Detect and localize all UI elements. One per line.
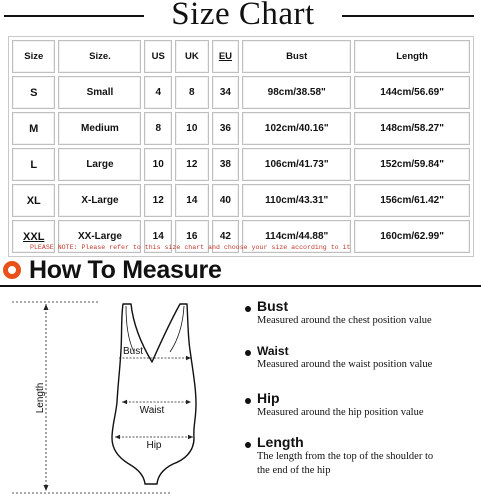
table-cell: 38 <box>212 148 240 181</box>
waist-label: Waist <box>139 405 165 416</box>
measurement-name: Bust <box>257 298 289 314</box>
table-cell: 160cm/62.99" <box>354 220 470 253</box>
how-to-measure-header <box>0 258 481 286</box>
measurement-description: Measured around the chest position value <box>257 315 432 326</box>
section-rule <box>0 285 481 287</box>
column-header-length: Length <box>354 40 470 73</box>
table-cell: 12 <box>144 184 172 217</box>
ring-icon <box>3 261 21 279</box>
measurement-name: Length <box>257 434 304 450</box>
table-cell: 106cm/41.73" <box>242 148 351 181</box>
column-header-us: US <box>144 40 172 73</box>
table-row <box>12 184 470 217</box>
table-cell: 144cm/56.69" <box>354 76 470 109</box>
bodysuit-outline <box>112 304 196 484</box>
table-cell: 8 <box>144 112 172 145</box>
length-label: Length <box>35 382 46 414</box>
table-cell: XX-Large <box>58 220 141 253</box>
hip-label: Hip <box>146 440 162 451</box>
size-note: PLEASE NOTE: Please refer to this size chart and choose your size according to it <box>30 244 351 251</box>
table-cell: 102cm/40.16" <box>242 112 351 145</box>
table-header-row <box>12 40 470 73</box>
column-header-size: Size <box>12 40 55 73</box>
table-row <box>12 148 470 181</box>
bullet-icon <box>245 442 251 448</box>
bullet-icon <box>245 350 251 356</box>
table-cell: 16 <box>175 220 209 253</box>
column-header-bust: Bust <box>242 40 351 73</box>
column-header-eu: EU <box>212 40 240 73</box>
measurement-name: Waist <box>257 344 289 358</box>
table-cell: 10 <box>144 148 172 181</box>
size-table <box>8 36 474 257</box>
table-cell: L <box>12 148 55 181</box>
table-cell: 42 <box>212 220 240 253</box>
page-title: Size Chart <box>171 0 315 32</box>
table-cell: 156cm/61.42" <box>354 184 470 217</box>
measurement-description: Measured around the hip position value <box>257 407 424 418</box>
table-cell: XXL <box>12 220 55 253</box>
bodysuit-diagram <box>0 292 240 500</box>
bust-label: Bust <box>122 346 144 357</box>
table-cell: 8 <box>175 76 209 109</box>
measurement-description: the end of the hip <box>257 465 331 476</box>
table-cell: X-Large <box>58 184 141 217</box>
table-cell: Medium <box>58 112 141 145</box>
table-cell: 152cm/59.84" <box>354 148 470 181</box>
bullet-icon <box>245 398 251 404</box>
table-cell: Large <box>58 148 141 181</box>
measurement-description: Measured around the waist position value <box>257 359 433 370</box>
table-cell: 34 <box>212 76 240 109</box>
table-cell: 40 <box>212 184 240 217</box>
table-row <box>12 112 470 145</box>
table-cell: Small <box>58 76 141 109</box>
title-rule-right <box>342 15 474 17</box>
size-chart-header <box>0 0 481 32</box>
column-header-size-name: Size. <box>58 40 141 73</box>
table-cell: S <box>12 76 55 109</box>
table-cell: 148cm/58.27" <box>354 112 470 145</box>
table-cell: 110cm/43.31" <box>242 184 351 217</box>
table-cell: 4 <box>144 76 172 109</box>
table-cell: 98cm/38.58" <box>242 76 351 109</box>
table-cell: 14 <box>175 184 209 217</box>
table-cell: 36 <box>212 112 240 145</box>
table-cell: 14 <box>144 220 172 253</box>
table-cell: M <box>12 112 55 145</box>
measurement-name: Hip <box>257 390 280 406</box>
table-cell: 12 <box>175 148 209 181</box>
column-header-uk: UK <box>175 40 209 73</box>
measurement-description: The length from the top of the shoulder to <box>257 451 434 462</box>
table-row <box>12 76 470 109</box>
table-cell: XL <box>12 184 55 217</box>
section-title: How To Measure <box>29 256 222 284</box>
title-rule-left <box>4 15 144 17</box>
table-cell: 114cm/44.88" <box>242 220 351 253</box>
table-cell: 10 <box>175 112 209 145</box>
bullet-icon <box>245 306 251 312</box>
